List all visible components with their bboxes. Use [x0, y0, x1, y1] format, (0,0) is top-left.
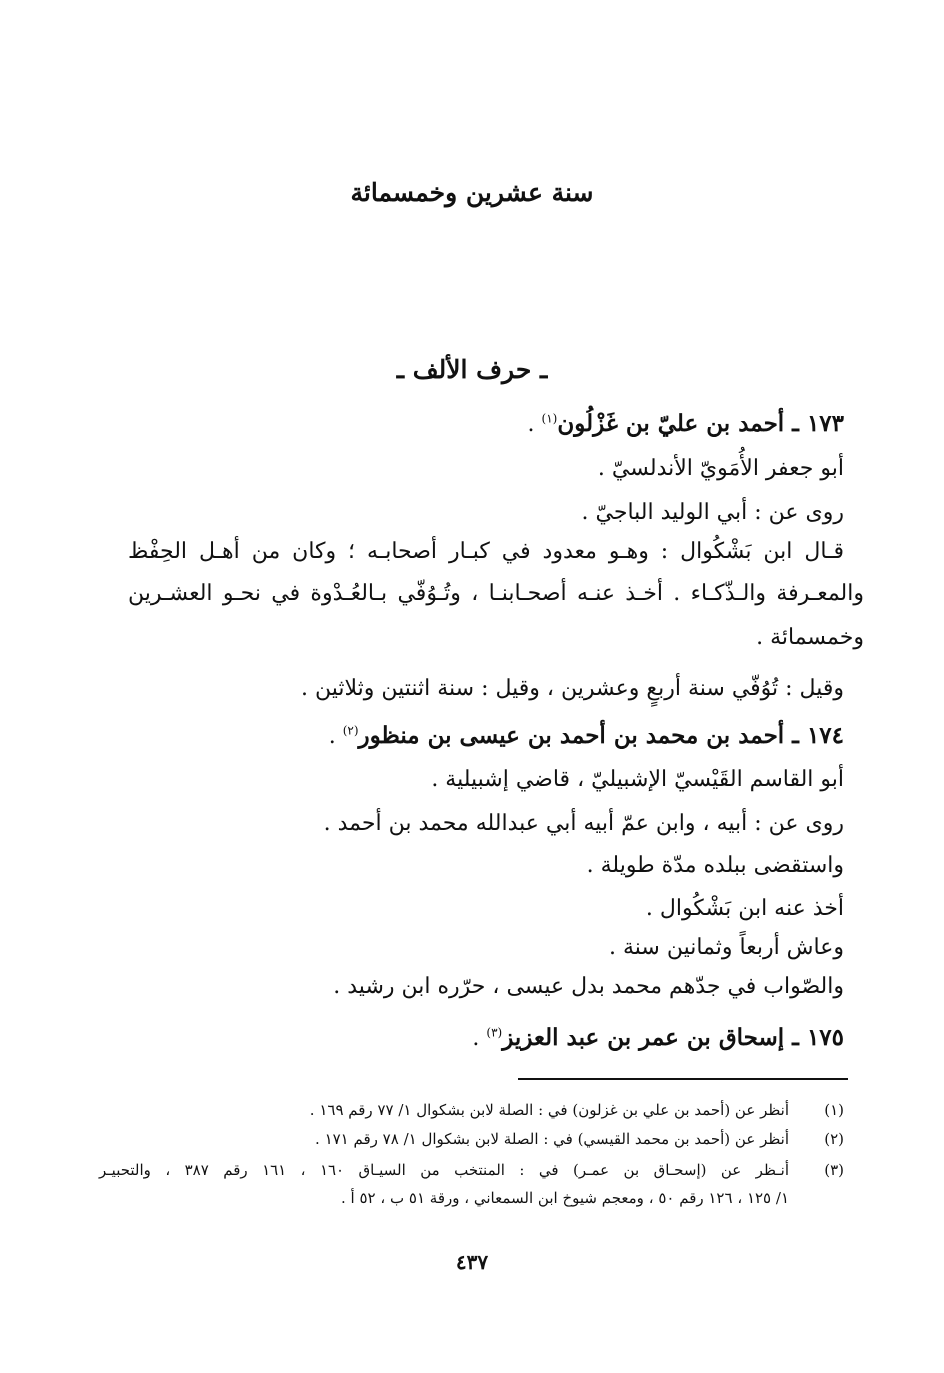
entry-174-line: والصّواب في جدّهم محمد بدل عيسى ، حرّره ابن رشيد . — [333, 974, 844, 999]
footnote-number: (٣) — [824, 1161, 844, 1179]
footnote-number: (٢) — [824, 1130, 844, 1148]
page-number: ٤٣٧ — [455, 1250, 489, 1274]
entry-174-line: واستقضى ببلده مدّة طويلة . — [586, 853, 844, 878]
entry-175-title: ١٧٥ ـ إسحاق بن عمر بن عبد العزيز — [502, 1024, 844, 1051]
entry-174-heading — [329, 720, 844, 753]
entry-174-line: روى عن : أبيه ، وابن عمّ أبيه أبي عبدالله محمد بن أحمد . — [323, 811, 844, 836]
entry-173-end: . — [527, 412, 542, 437]
footnote-ref-2: (٢) — [342, 723, 359, 738]
entry-173-line: أبو جعفر الأُمَويّ الأندلسيّ . — [597, 456, 844, 481]
entry-174-title: ١٧٤ ـ أحمد بن محمد بن أحمد بن عيسى بن منظور — [358, 722, 844, 749]
entry-173-para-line: قـال ابن بَشْكُوال : وهـو معدود في كبـار أصحابـه ؛ وكان من أهـل الحِفْظ — [128, 539, 844, 564]
footnote-divider — [518, 1078, 848, 1080]
entry-174-end: . — [328, 724, 343, 749]
entry-174-line: أخذ عنه ابن بَشْكُوال . — [645, 896, 844, 921]
entry-173-line: روى عن : أبي الوليد الباجيّ . — [581, 500, 844, 525]
entry-174-line: أبو القاسم القَيْسيّ الإشبيليّ ، قاضي إشبيلية . — [431, 767, 844, 792]
entry-173-heading — [528, 408, 844, 441]
entry-173-line: وقيل : تُوُفّي سنة أربعٍ وعشرين ، وقيل : سنة اثنتين وثلاثين . — [300, 676, 844, 701]
footnote-number: (١) — [824, 1101, 844, 1119]
footnote-text: أنـظر عن (إسحـاق بن عمـر) في : المنتخب من السيـاق ١٦٠ ، ١٦١ رقم ٣٨٧ ، والتحبيـر — [99, 1161, 790, 1179]
entry-173-title: ١٧٣ ـ أحمد بن عليّ بن غَزْلُون — [557, 410, 844, 437]
footnote-text: أنظر عن (أحمد بن علي بن غزلون) في : الصلة لابن بشكوال ١/ ٧٧ رقم ١٦٩ . — [309, 1101, 789, 1119]
entry-173-para-line: والمعـرفة والـذّكـاء . أخـذ عنـه أصحـابنـا ، وتُـوُفّي بـالعُـدْوة في نحـو العشـرين — [128, 581, 864, 606]
running-title: سنة عشرين وخمسمائة — [350, 178, 594, 207]
footnote-ref-3: (٣) — [486, 1025, 503, 1040]
entry-173-para-line: وخمسمائة . — [756, 625, 864, 650]
footnote-text: ١/ ١٢٥ ، ١٢٦ رقم ٥٠ ، ومعجم شيوخ ابن السمعاني ، ورقة ٥١ ب ، ٥٢ أ . — [341, 1189, 789, 1207]
footnote-text: أنظر عن (أحمد بن محمد القيسي) في : الصلة لابن بشكوال ١/ ٧٨ رقم ١٧١ . — [315, 1130, 789, 1148]
section-heading: ـ حرف الألف ـ — [396, 355, 548, 384]
entry-175-end: . — [472, 1026, 487, 1051]
footnote-ref-1: (١) — [541, 411, 558, 426]
entry-175-heading — [472, 1022, 844, 1055]
entry-174-line: وعاش أربعاً وثمانين سنة . — [609, 935, 844, 960]
